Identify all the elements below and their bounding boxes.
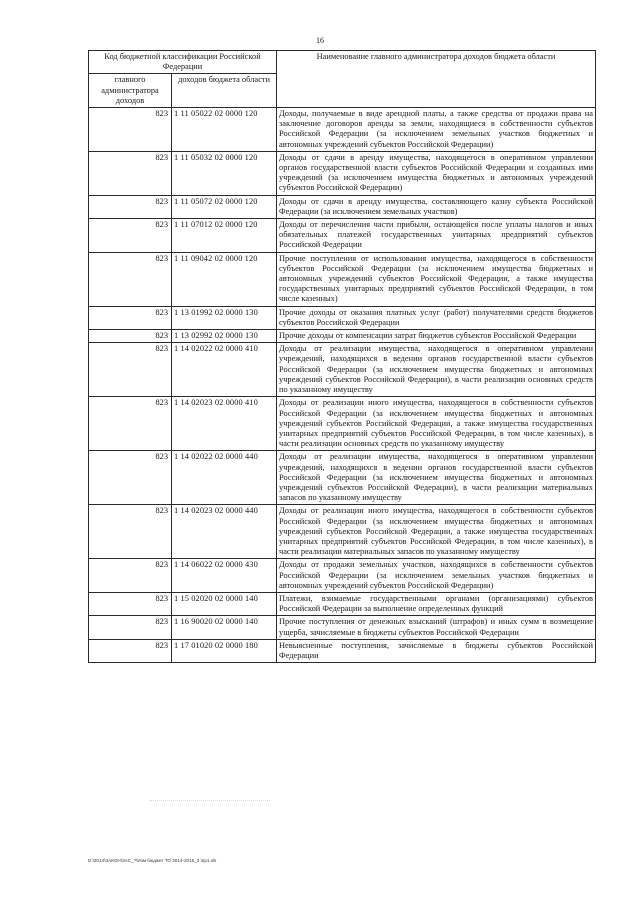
table-row <box>89 451 596 505</box>
header-classification-code: Код бюджетной классификации Российской Федерации <box>89 51 277 74</box>
cell-administrator-code: 823 <box>89 219 172 253</box>
cell-administrator-code: 823 <box>89 195 172 218</box>
cell-revenue-code: 1 11 09042 02 0000 120 <box>172 252 277 306</box>
cell-revenue-name: Доходы от реализации иного имущества, находящегося в собственности субъектов Российской Федерации (за исключением имущества бюджетных и автономных учреждений субъектов Российской Федерации, а также имущества государственных унитарных предприятий субъектов Российской Федерации, в том числе казенных), в части реализации материальных запасов по указанному имуществу <box>277 505 596 559</box>
cell-revenue-code: 1 14 02022 02 0000 410 <box>172 343 277 397</box>
cell-administrator-code: 823 <box>89 252 172 306</box>
cell-revenue-code: 1 11 07012 02 0000 120 <box>172 219 277 253</box>
cell-revenue-name: Доходы от сдачи в аренду имущества, составляющего казну субъекта Российской Федерации (за исключением земельных участков) <box>277 195 596 218</box>
cell-revenue-name: Невыясненные поступления, зачисляемые в бюджеты субъектов Российской Федерации <box>277 639 596 662</box>
table-header-row <box>89 51 596 74</box>
cell-revenue-name: Прочие поступления от использования имущества, находящегося в собственности субъектов Российской Федерации (за исключением имущества бюджетных и автономных учреждений субъектов Российской Федерации, а также имущества государственных унитарных предприятий субъектов Российской Федерации, в том числе казенных) <box>277 252 596 306</box>
table-row <box>89 397 596 451</box>
cell-revenue-name: Доходы от продажи земельных участков, находящихся в собственности субъектов Российской Федерации (за исключением земельных участков бюджетных и автономных учреждений субъектов Российской Федерации) <box>277 559 596 593</box>
cell-administrator-code: 823 <box>89 505 172 559</box>
table-row <box>89 639 596 662</box>
cell-administrator-code: 823 <box>89 592 172 615</box>
cell-revenue-code: 1 11 05072 02 0000 120 <box>172 195 277 218</box>
cell-revenue-code: 1 14 02023 02 0000 440 <box>172 505 277 559</box>
budget-classification-table <box>88 50 596 663</box>
table-row <box>89 343 596 397</box>
cell-revenue-name: Прочие доходы от оказания платных услуг (работ) получателями средств бюджетов субъектов Российской Федерации <box>277 306 596 329</box>
cell-administrator-code: 823 <box>89 306 172 329</box>
table-row <box>89 108 596 152</box>
cell-administrator-code: 823 <box>89 151 172 195</box>
cell-revenue-code: 1 14 02022 02 0000 440 <box>172 451 277 505</box>
cell-revenue-name: Доходы от реализации иного имущества, находящегося в собственности субъектов Российской Федерации (за исключением имущества бюджетных и автономных учреждений субъектов Российской Федерации, а также имущества государственных унитарных предприятий субъектов Российской Федерации, в том числе казенных), в части реализации основных средств по указанному имуществу <box>277 397 596 451</box>
header-administrator-name: Наименование главного администратора доходов бюджета области <box>277 51 596 108</box>
table-row <box>89 306 596 329</box>
table-body <box>89 108 596 663</box>
cell-revenue-name: Доходы от сдачи в аренду имущества, находящегося в оперативном управлении органов государственной власти субъектов Российской Федерации и созданных ими учреждений (за исключением имущества бюджетных и автономных учреждений субъектов Российской Федерации) <box>277 151 596 195</box>
table-row <box>89 505 596 559</box>
header-revenue-code: доходов бюджета области <box>172 74 277 108</box>
cell-administrator-code: 823 <box>89 616 172 639</box>
cell-revenue-name: Доходы от реализации имущества, находящегося в оперативном управлении учреждений, находящихся в ведении органов государственной власти субъектов Российской Федерации (за исключением имущества бюджетных и автономных учреждений субъектов Российской Федерации), в части реализации материальных запасов по указанному имуществу <box>277 451 596 505</box>
cell-revenue-name: Прочие поступления от денежных взысканий (штрафов) и иных сумм в возмещение ущерба, зачисляемые в бюджеты субъектов Российской Федерации <box>277 616 596 639</box>
cell-administrator-code: 823 <box>89 330 172 343</box>
cell-revenue-code: 1 11 05032 02 0000 120 <box>172 151 277 195</box>
table-row <box>89 195 596 218</box>
table-row <box>89 616 596 639</box>
cell-revenue-code: 1 14 02023 02 0000 410 <box>172 397 277 451</box>
cell-administrator-code: 823 <box>89 559 172 593</box>
cell-revenue-code: 1 15 02020 02 0000 140 <box>172 592 277 615</box>
cell-revenue-code: 1 11 05022 02 0000 120 <box>172 108 277 152</box>
table-row <box>89 219 596 253</box>
table-row <box>89 252 596 306</box>
cell-revenue-name: Доходы от перечисления части прибыли, остающейся после уплаты налогов и иных обязательных платежей государственных унитарных предприятий субъектов Российской Федерации <box>277 219 596 253</box>
table-row <box>89 330 596 343</box>
cell-administrator-code: 823 <box>89 108 172 152</box>
cell-revenue-code: 1 13 02992 02 0000 130 <box>172 330 277 343</box>
cell-revenue-code: 1 14 06022 02 0000 430 <box>172 559 277 593</box>
scan-mark <box>150 800 270 805</box>
cell-revenue-code: 1 13 01992 02 0000 130 <box>172 306 277 329</box>
cell-revenue-code: 1 16 90020 02 0000 140 <box>172 616 277 639</box>
cell-revenue-code: 1 17 01020 02 0000 180 <box>172 639 277 662</box>
page-number: 16 <box>316 36 324 45</box>
header-chief-administrator: главного администратора доходов <box>89 74 172 108</box>
cell-revenue-name: Платежи, взимаемые государственными органами (организациями) субъектов Российской Федерации за выполнение определенных функций <box>277 592 596 615</box>
cell-revenue-name: Доходы от реализации имущества, находящегося в оперативном управлении учреждений, находящихся в ведении органов государственной власти субъектов Российской Федерации (за исключением имущества бюджетных и автономных учреждений субъектов Российской Федерации), в части реализации основных средств по указанному имуществу <box>277 343 596 397</box>
cell-revenue-name: Доходы, получаемые в виде арендной платы, а также средства от продажи права на заключение договоров аренды за земли, находящиеся в собственности субъектов Российской Федерации (за исключением земельных участков бюджетных и автономных учреждений субъектов Российской Федерации) <box>277 108 596 152</box>
table-row <box>89 151 596 195</box>
cell-administrator-code: 823 <box>89 451 172 505</box>
cell-revenue-name: Прочие доходы от компенсации затрат бюджетов субъектов Российской Федерации <box>277 330 596 343</box>
table-row <box>89 592 596 615</box>
cell-administrator-code: 823 <box>89 639 172 662</box>
table-row <box>89 559 596 593</box>
cell-administrator-code: 823 <box>89 397 172 451</box>
file-path-footer: D:\2014\ЗАКОН\ЗАС_?\Изм бюджет ТО 2014-2016_2.\пр1.xls <box>88 858 217 863</box>
cell-administrator-code: 823 <box>89 343 172 397</box>
